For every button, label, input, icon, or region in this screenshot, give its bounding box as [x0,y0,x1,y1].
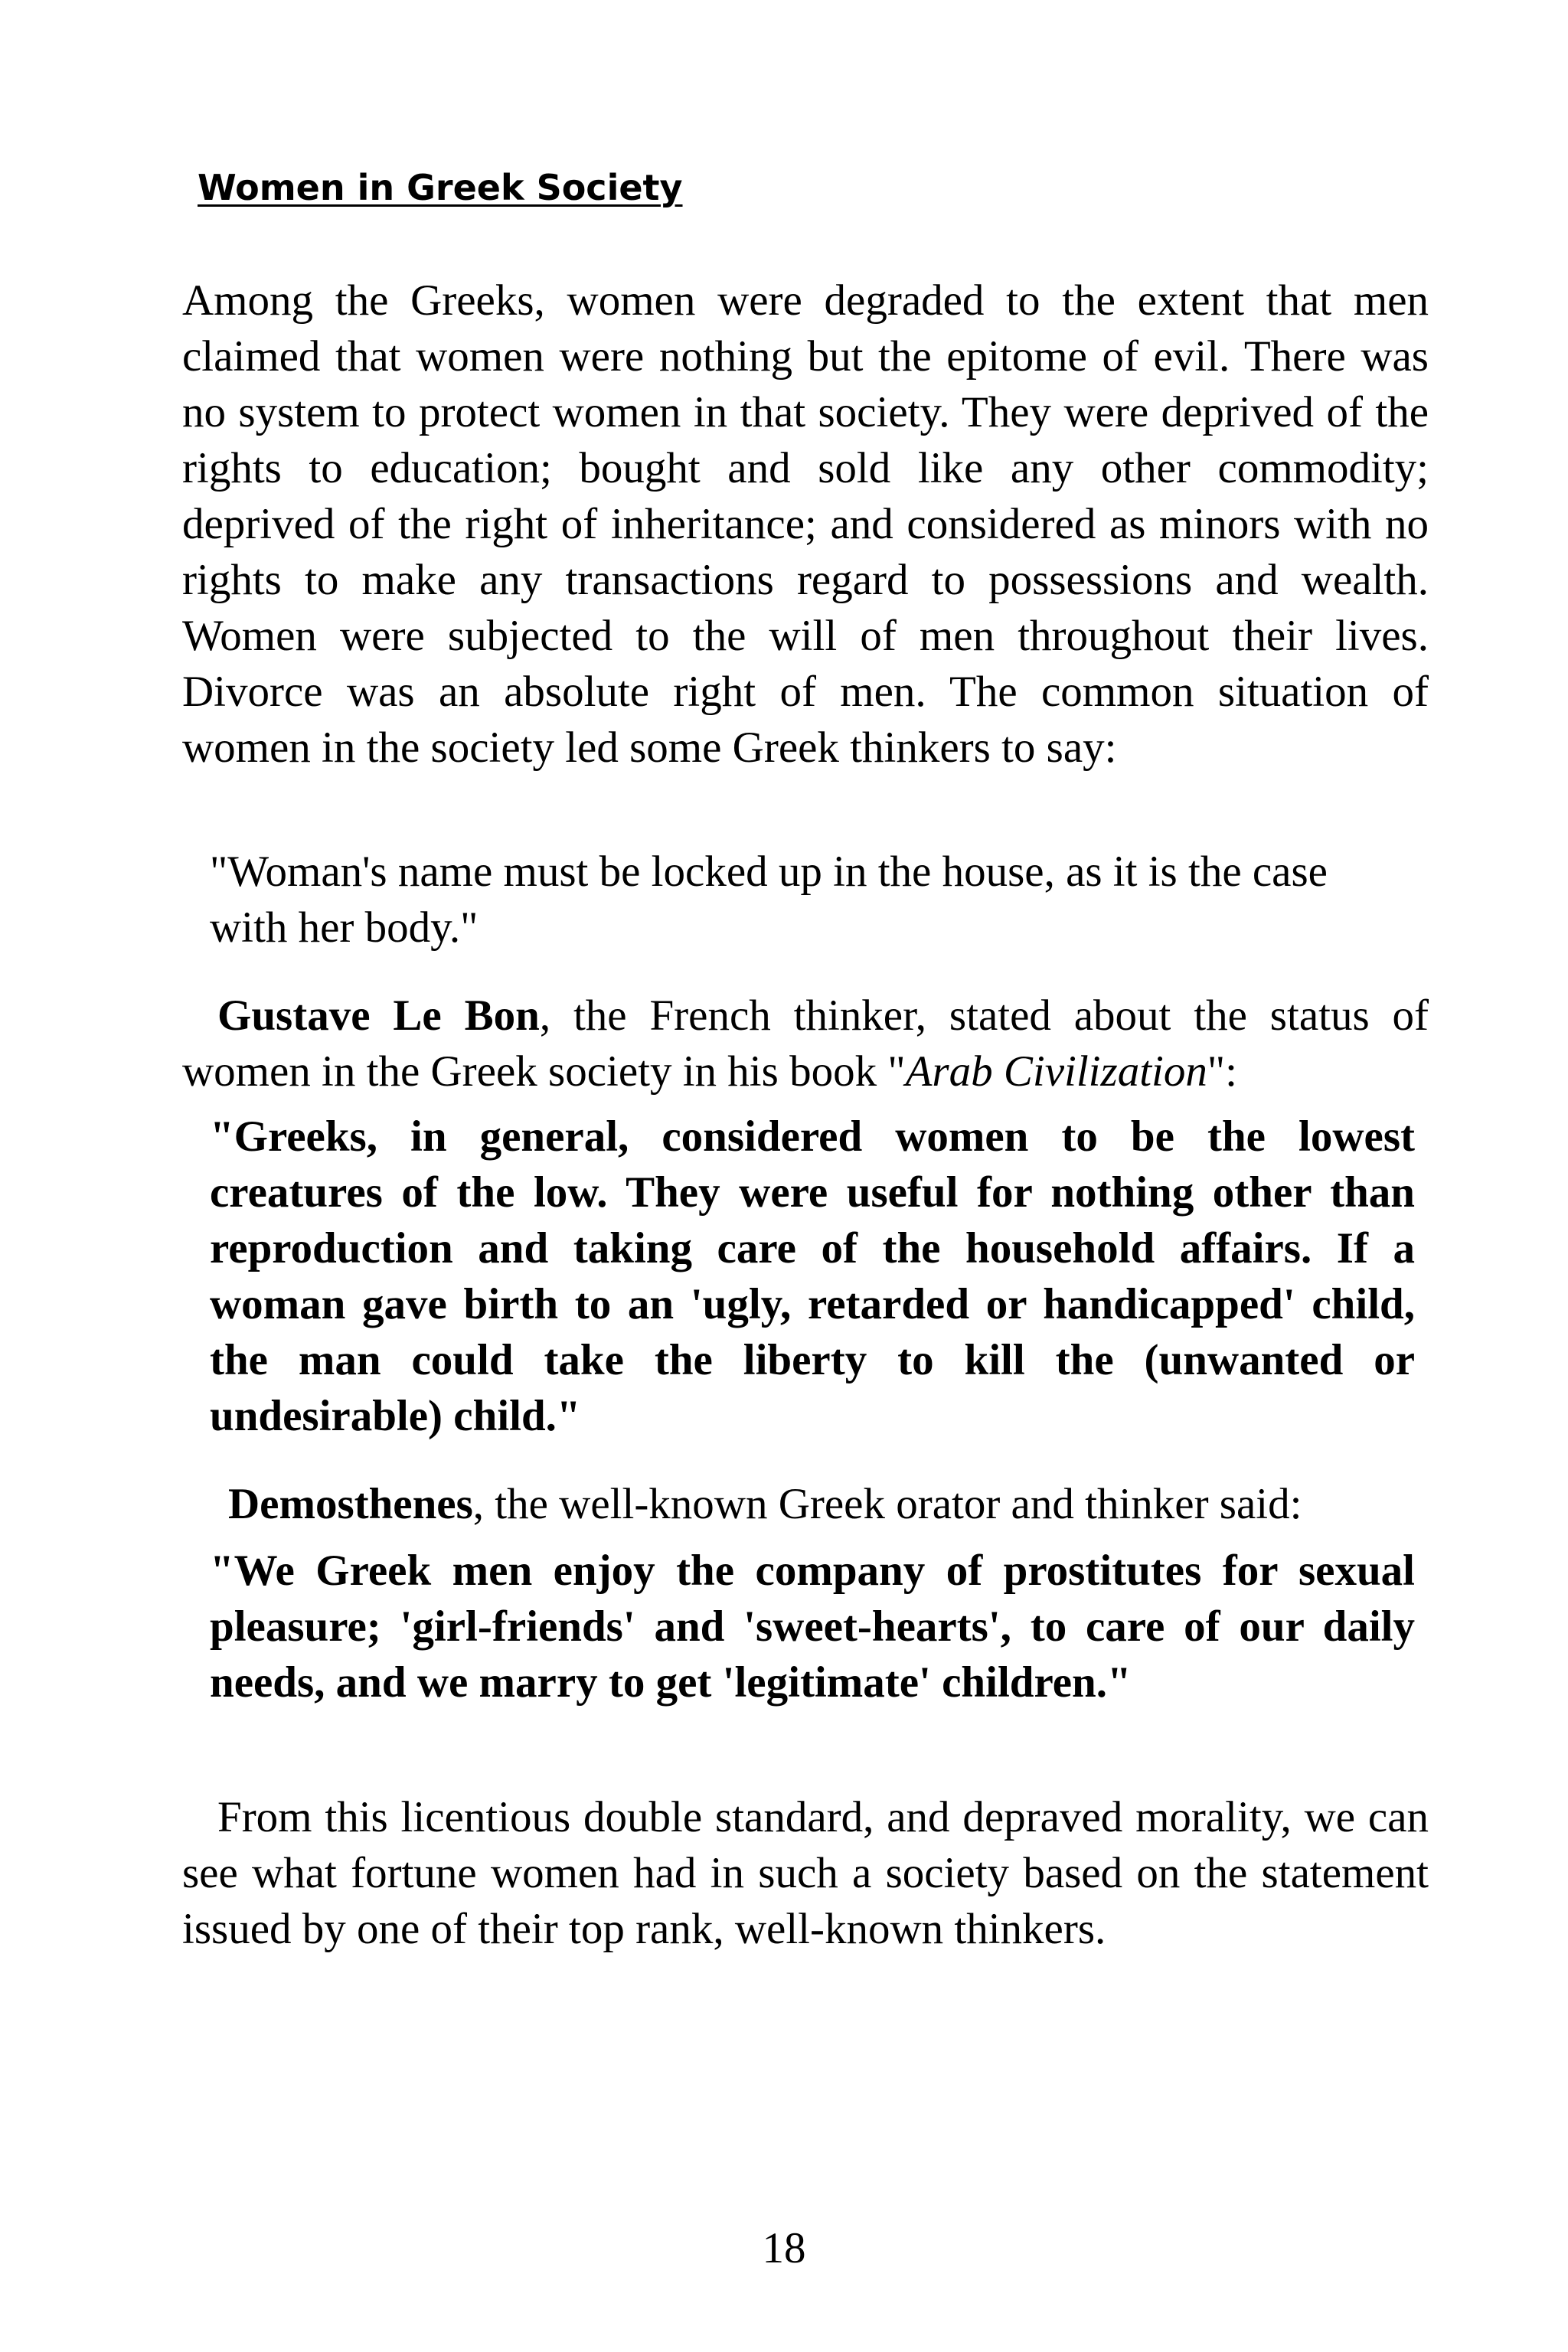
demosthenes-text: , the well-known Greek orator and thinker said: [472,1480,1302,1528]
le-bon-text-before: , the French thinker, stated about the status of women in the Greek society in his book " [182,991,1429,1096]
closing-paragraph [182,1789,1429,1957]
author-name-le-bon: Gustave Le Bon [217,991,540,1040]
quote-demosthenes: "We Greek men enjoy the company of prostitutes for sexual pleasure; 'girl-friends' and 'sweet-hearts', to care of our daily needs, and we marry to get 'legitimate' children." [210,1547,1415,1707]
intro-paragraph: Among the Greeks, women were degraded to the extent that men claimed that women were nothing but the epitome of evil. There was no system to protect women in that society. They were deprived of the rights to education; bought and sold like any other commodity; deprived of the right of inheritance; and considered as minors with no rights to make any transactions regard to possessions and wealth. Women were subjected to the will of men throughout their lives. Divorce was an absolute right of men. The common situation of women in the society led some Greek thinkers to say: [182,276,1429,772]
demosthenes-paragraph [228,1476,1429,1532]
quote-greek-thinkers: "Woman's name must be locked up in the house, as it is the case with her body." [210,848,1328,952]
le-bon-text-after: ": [1207,1047,1237,1096]
closing-text: From this licentious double standard, and depraved morality, we can see what fortune women had in such a society based on the statement issued by one of their top rank, well-known thinkers. [182,1793,1429,1953]
author-name-demosthenes: Demosthenes [228,1480,473,1528]
book-title: Arab Civilization [905,1047,1207,1096]
section-heading: Women in Greek Society [198,167,683,208]
le-bon-paragraph [182,988,1429,1099]
page-number: 18 [762,2224,806,2272]
quote-le-bon: "Greeks, in general, considered women to be the lowest creatures of the low. They were useful for nothing other than reproduction and taking care of the household affairs. If a woman gave birth to an 'ugly, retarded or handicapped' child, the man could take the liberty to kill the (unwanted or undesirable) child." [210,1112,1415,1440]
